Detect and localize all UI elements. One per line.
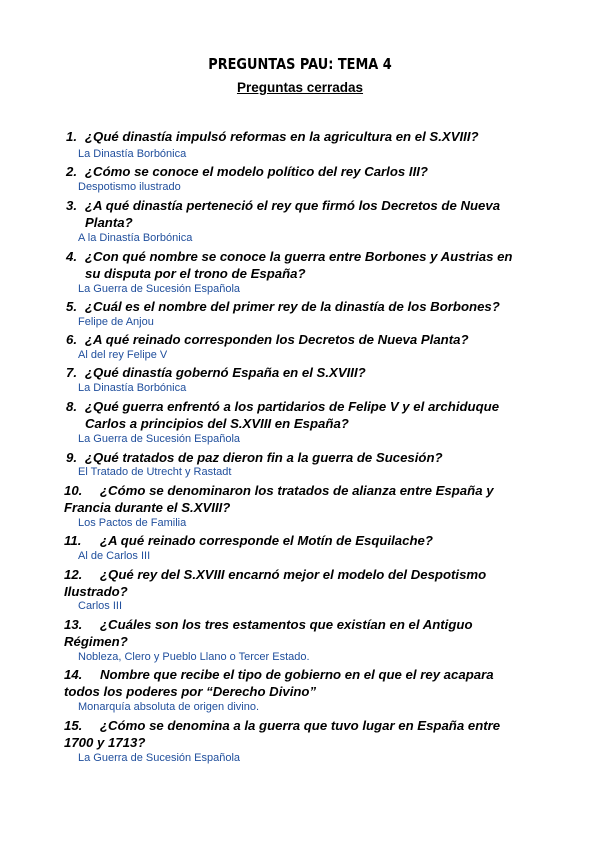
question-text: ¿Con qué nombre se conoce la guerra entre Borbones y Austrias en	[85, 249, 513, 264]
question-text: ¿Cuáles son los tres estamentos que existían en el Antiguo	[100, 617, 473, 632]
question-text: ¿A qué dinastía perteneció el rey que firmó los Decretos de Nueva	[85, 198, 501, 213]
answer-text: Monarquía absoluta de origen divino.	[78, 701, 260, 713]
question-text-continued: todos los poderes por “Derecho Divino”	[64, 684, 317, 699]
question-text: ¿Qué guerra enfrentó a los partidarios de Felipe V y el archiduque	[85, 399, 500, 414]
question-text-continued: Francia durante el S.XVIII?	[64, 500, 231, 515]
answer-text: Los Pactos de Familia	[78, 517, 187, 529]
question-text-continued: Planta?	[85, 215, 133, 230]
question-number: 12.	[64, 567, 83, 582]
question-number: 10.	[64, 483, 83, 498]
answer-text: Felipe de Anjou	[78, 316, 154, 328]
question-number: 7.	[66, 365, 77, 380]
question-text: ¿Cómo se denomina a la guerra que tuvo lugar en España entre	[100, 718, 501, 733]
page-title: PREGUNTAS PAU: TEMA 4	[208, 55, 392, 73]
answer-text: Nobleza, Clero y Pueblo Llano o Tercer Estado.	[78, 651, 310, 663]
question-text: ¿Qué dinastía gobernó España en el S.XVIII?	[85, 365, 366, 380]
question-text-continued: Carlos a principios del S.XVIII en España?	[85, 416, 349, 431]
question-number: 13.	[64, 617, 83, 632]
answer-text: Despotismo ilustrado	[78, 181, 181, 193]
question-text: ¿A qué reinado corresponde el Motín de Esquilache?	[100, 533, 433, 548]
question-number: 6.	[66, 332, 77, 347]
answer-text: Al del rey Felipe V	[78, 349, 168, 361]
question-text-continued: Régimen?	[64, 634, 128, 649]
question-text: Nombre que recibe el tipo de gobierno en el que el rey acapara	[100, 667, 494, 682]
question-text: ¿Cómo se denominaron los tratados de alianza entre España y	[100, 483, 494, 498]
page-subtitle: Preguntas cerradas	[236, 80, 364, 95]
answer-text: A la Dinastía Borbónica	[78, 232, 193, 244]
question-number: 5.	[66, 299, 77, 314]
answer-text: El Tratado de Utrecht y Rastadt	[78, 466, 232, 478]
question-number: 4.	[66, 249, 77, 264]
answer-text: La Dinastía Borbónica	[78, 382, 187, 394]
question-text: ¿Qué dinastía impulsó reformas en la agricultura en el S.XVIII?	[85, 129, 479, 144]
answer-text: La Guerra de Sucesión Española	[78, 433, 241, 445]
question-text-continued: 1700 y 1713?	[64, 735, 146, 750]
question-number: 1.	[66, 129, 77, 144]
question-text: ¿A qué reinado corresponden los Decretos de Nueva Planta?	[85, 332, 469, 347]
answer-text: La Guerra de Sucesión Española	[78, 752, 241, 764]
answer-text: Al de Carlos III	[78, 550, 151, 562]
question-text: ¿Qué tratados de paz dieron fin a la guerra de Sucesión?	[85, 450, 443, 465]
question-number: 14.	[64, 667, 83, 682]
question-number: 9.	[66, 450, 77, 465]
question-number: 15.	[64, 718, 83, 733]
question-number: 3.	[66, 198, 77, 213]
question-number: 8.	[66, 399, 77, 414]
answer-text: Carlos III	[78, 600, 123, 612]
answer-text: La Guerra de Sucesión Española	[78, 283, 241, 295]
question-text-continued: Ilustrado?	[64, 584, 128, 599]
answer-text: La Dinastía Borbónica	[78, 148, 187, 160]
question-number: 11.	[64, 533, 82, 548]
question-text: ¿Qué rey del S.XVIII encarnó mejor el modelo del Despotismo	[100, 567, 487, 582]
question-text-continued: su disputa por el trono de España?	[85, 266, 306, 281]
question-text: ¿Cuál es el nombre del primer rey de la dinastía de los Borbones?	[85, 299, 500, 314]
question-text: ¿Cómo se conoce el modelo político del rey Carlos III?	[85, 164, 428, 179]
question-number: 2.	[66, 164, 77, 179]
